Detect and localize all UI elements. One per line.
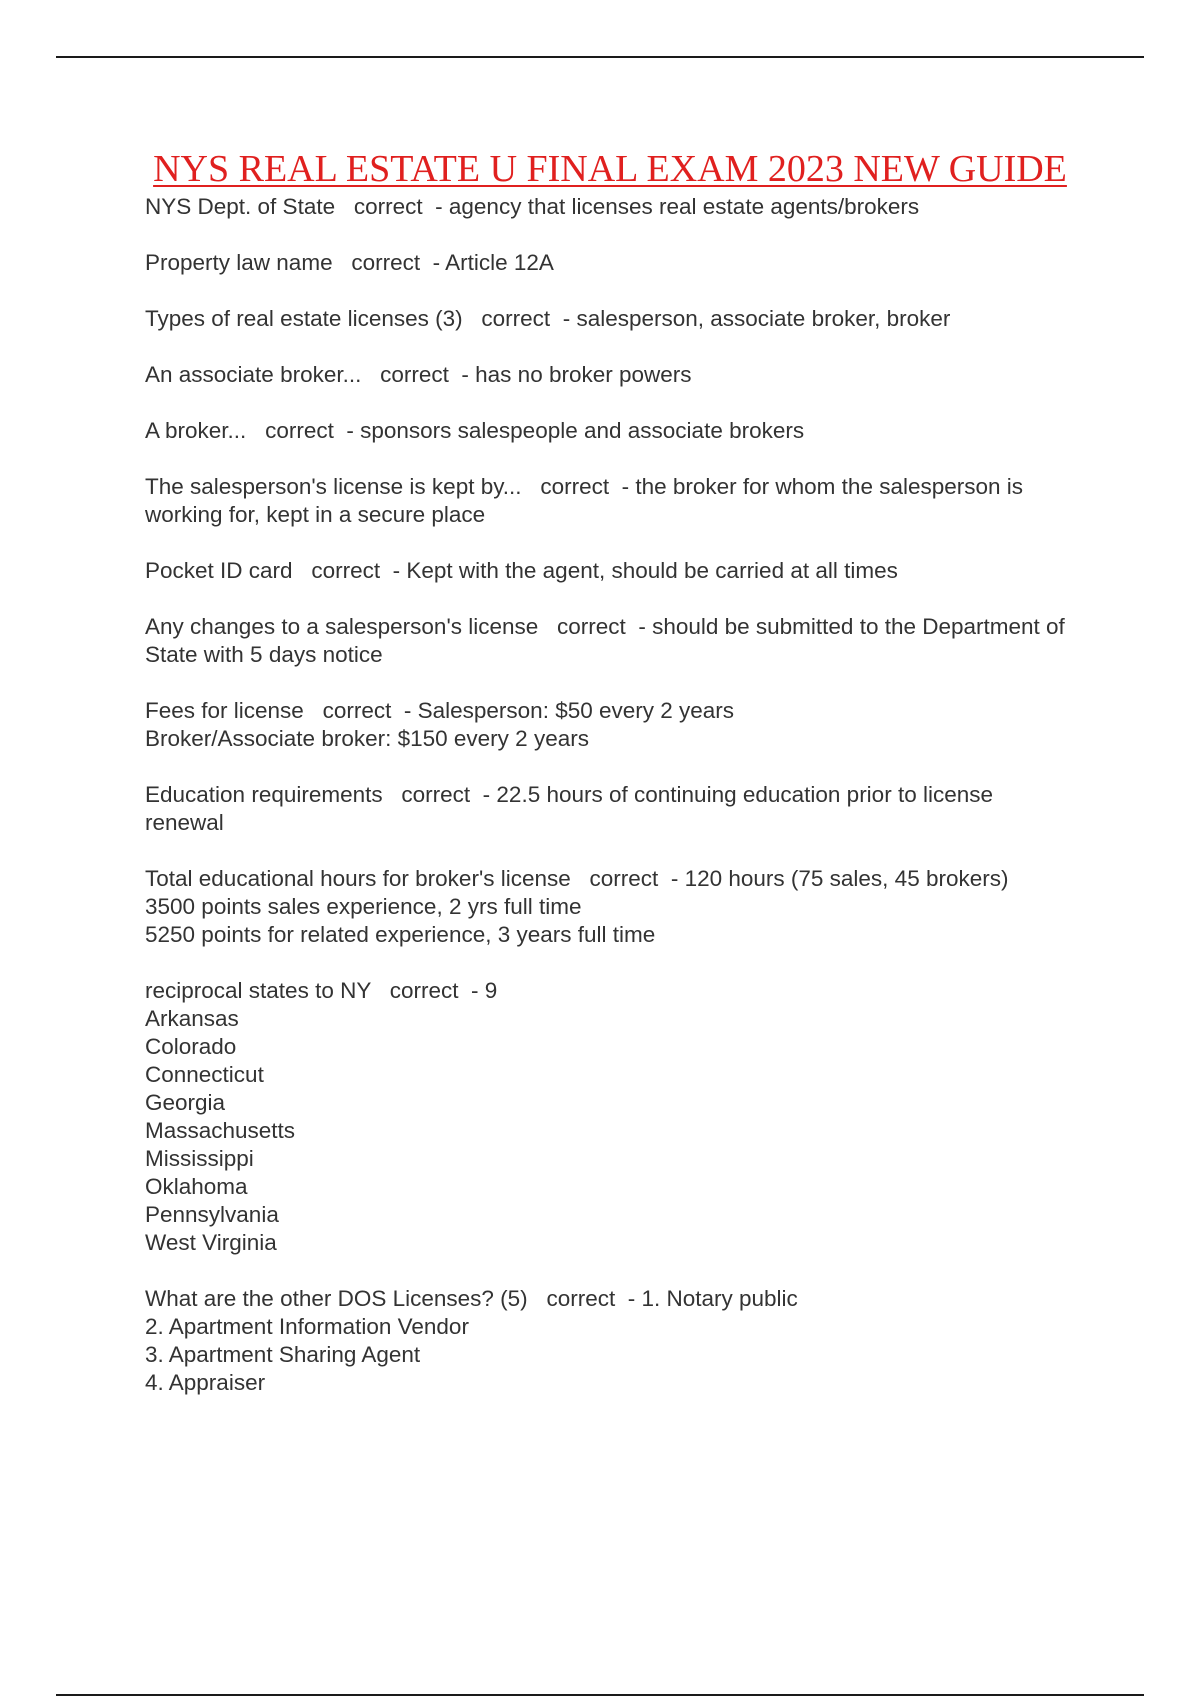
correct-marker: correct [540,474,610,499]
correct-marker: correct [557,614,626,639]
qa-entry [145,865,1075,949]
qa-first-line: Property law name correct - Article 12A [145,250,554,275]
qa-entry [145,249,1075,277]
answer-text: agency that licenses real estate agents/brokers [448,194,920,219]
question-text: NYS Dept. of State [145,194,336,219]
answer-line: Connecticut [145,1062,264,1087]
correct-marker: correct [401,782,471,807]
correct-marker: correct [265,418,334,443]
answer-text: 1. Notary public [641,1286,798,1311]
answer-text: 120 hours (75 sales, 45 brokers) [684,866,1009,891]
correct-marker: correct [481,306,551,331]
answer-line: 3500 points sales experience, 2 yrs full time [145,894,582,919]
document-title: NYS REAL ESTATE U FINAL EXAM 2023 NEW GUIDE [153,148,1067,190]
qa-first-line: NYS Dept. of State correct - agency that licenses real estate agents/brokers [145,194,920,219]
answer-line: 5250 points for related experience, 3 years full time [145,922,656,947]
correct-marker: correct [546,1286,616,1311]
qa-first-line: Total educational hours for broker's license correct - 120 hours (75 sales, 45 brokers) [145,866,1009,891]
answer-line: Pennsylvania [145,1202,279,1227]
question-text: An associate broker... [145,362,362,387]
top-divider [56,56,1144,58]
question-text: Property law name [145,250,333,275]
correct-marker: correct [589,866,659,891]
question-text: Pocket ID card [145,558,293,583]
question-text: reciprocal states to NY [145,978,371,1003]
correct-marker: correct [322,698,392,723]
answer-text: 9 [484,978,498,1003]
qa-entry [145,697,1075,753]
qa-entry [145,193,1075,221]
correct-marker: correct [351,250,421,275]
qa-first-line: Types of real estate licenses (3) correct - salesperson, associate broker, broker [145,306,951,331]
question-text: Fees for license [145,698,304,723]
qa-list [145,193,1075,1397]
question-text: A broker... [145,418,247,443]
correct-marker: correct [311,558,381,583]
question-text: Total educational hours for broker's license [145,866,571,891]
answer-text: has no broker powers [475,362,692,387]
answer-text: 22.5 hours of continuing education prior to license renewal [145,782,1000,835]
answer-line: Mississippi [145,1146,254,1171]
qa-entry [145,473,1075,529]
answer-line: 4. Appraiser [145,1370,266,1395]
qa-first-line: A broker... correct - sponsors salespeople and associate brokers [145,418,805,443]
answer-text: Kept with the agent, should be carried at all times [406,558,898,583]
question-text: Any changes to a salesperson's license [145,614,539,639]
answer-line: West Virginia [145,1230,277,1255]
answer-line: Arkansas [145,1006,239,1031]
answer-text: Salesperson: $50 every 2 years [417,698,735,723]
qa-entry [145,417,1075,445]
qa-entry [145,781,1075,837]
answer-line: Georgia [145,1090,226,1115]
answer-text: the broker for whom the salesperson is working for, kept in a secure place [145,474,1030,527]
qa-entry [145,361,1075,389]
answer-line: Broker/Associate broker: $150 every 2 years [145,726,589,751]
answer-line: 3. Apartment Sharing Agent [145,1342,421,1367]
question-text: The salesperson's license is kept by... [145,474,522,499]
answer-line: Colorado [145,1034,237,1059]
qa-first-line: Pocket ID card correct - Kept with the agent, should be carried at all times [145,558,898,583]
qa-first-line: An associate broker... correct - has no broker powers [145,362,692,387]
answer-line: 2. Apartment Information Vendor [145,1314,469,1339]
question-text: Types of real estate licenses (3) [145,306,463,331]
answer-line: Massachusetts [145,1118,296,1143]
qa-entry [145,613,1075,669]
question-text: Education requirements [145,782,383,807]
qa-first-line: The salesperson's license is kept by... correct - the broker for whom the salesperson is working for, kept in a secure place [145,474,1030,527]
answer-text: should be submitted to the Department of State with 5 days notice [145,614,1072,667]
qa-entry [145,305,1075,333]
answer-text: Article 12A [445,250,554,275]
answer-text: salesperson, associate broker, broker [576,306,951,331]
qa-first-line: Any changes to a salesperson's license correct - should be submitted to the Department of State with 5 days notice [145,614,1072,667]
correct-marker: correct [353,194,423,219]
document-page [145,145,1075,1425]
qa-entry [145,1285,1075,1397]
correct-marker: correct [380,362,449,387]
question-text: What are the other DOS Licenses? (5) [145,1286,528,1311]
bottom-divider [56,1694,1144,1696]
qa-first-line: Education requirements correct - 22.5 hours of continuing education prior to license renewal [145,782,1000,835]
correct-marker: correct [389,978,459,1003]
qa-first-line: reciprocal states to NY correct - 9 [145,978,498,1003]
answer-text: sponsors salespeople and associate brokers [360,418,805,443]
answer-line: Oklahoma [145,1174,248,1199]
qa-entry [145,977,1075,1257]
qa-first-line: What are the other DOS Licenses? (5) correct - 1. Notary public [145,1286,798,1311]
qa-first-line: Fees for license correct - Salesperson: $50 every 2 years [145,698,735,723]
qa-entry [145,557,1075,585]
